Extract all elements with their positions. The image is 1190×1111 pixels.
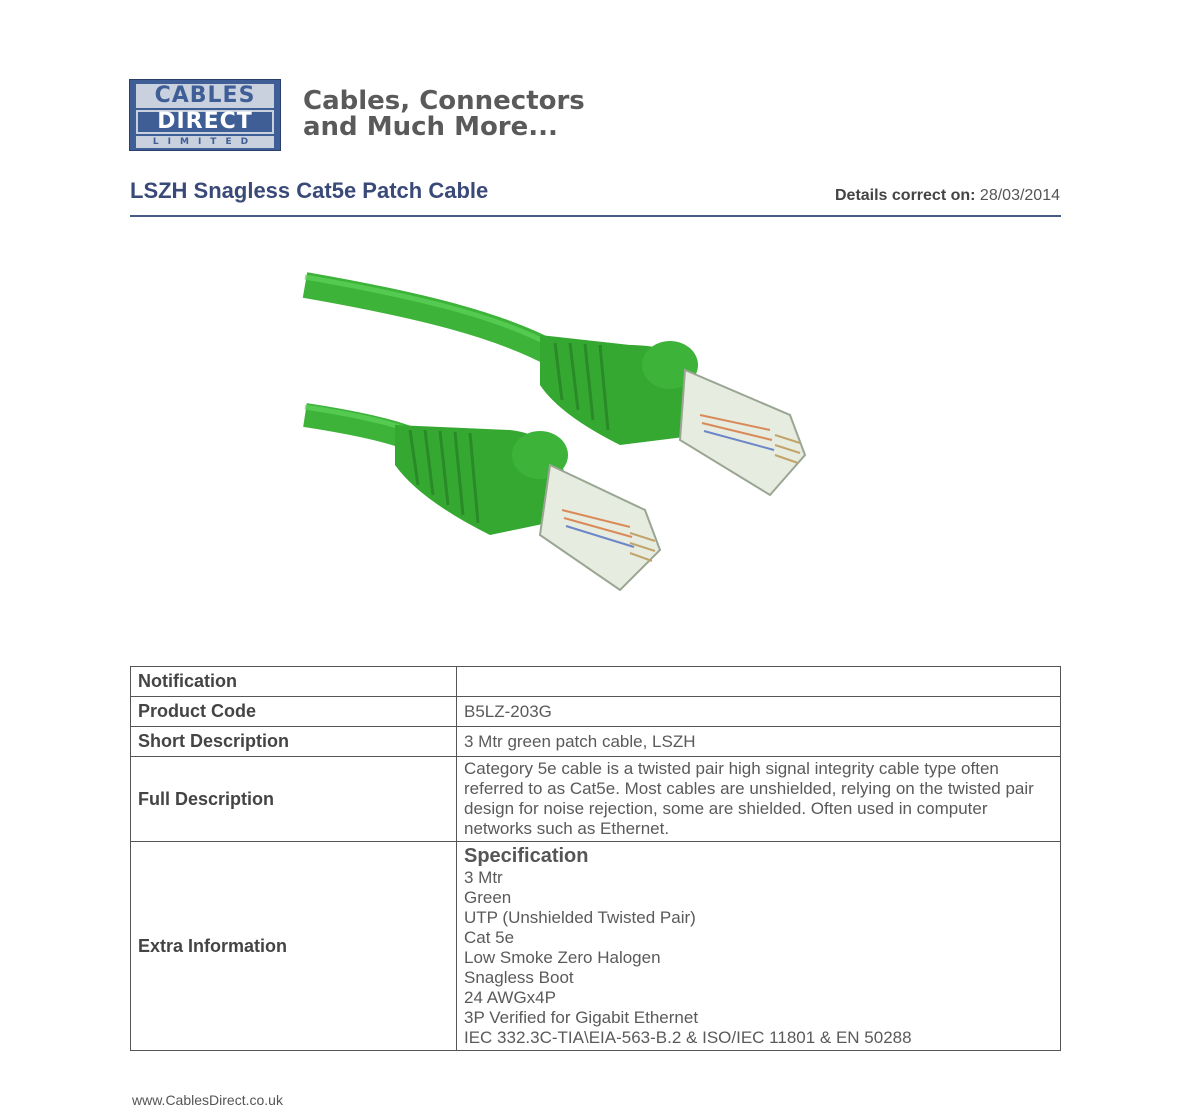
spec-line: IEC 332.3C-TIA\EIA-563-B.2 & ISO/IEC 11801 & EN 50288 bbox=[464, 1028, 912, 1047]
notification-value bbox=[457, 667, 1061, 697]
product-code-label: Product Code bbox=[131, 697, 457, 727]
short-description-label: Short Description bbox=[131, 727, 457, 757]
short-description-value: 3 Mtr green patch cable, LSZH bbox=[457, 727, 1061, 757]
extra-information-value bbox=[457, 842, 1061, 1051]
product-code-value: B5LZ-203G bbox=[457, 697, 1061, 727]
full-description-label: Full Description bbox=[131, 757, 457, 842]
product-details-table bbox=[130, 666, 1061, 1051]
footer-website: www.CablesDirect.co.uk bbox=[132, 1092, 283, 1108]
row-product-code bbox=[131, 697, 1061, 727]
company-logo bbox=[129, 79, 281, 151]
spec-line: 3 Mtr bbox=[464, 868, 503, 887]
extra-information-label: Extra Information bbox=[131, 842, 457, 1051]
product-image bbox=[300, 265, 820, 605]
details-label: Details correct on: bbox=[834, 187, 976, 204]
tagline-line-2: and Much More... bbox=[303, 112, 558, 142]
spec-line: 3P Verified for Gigabit Ethernet bbox=[464, 1008, 699, 1027]
spec-line: Green bbox=[464, 888, 512, 907]
spec-line: Cat 5e bbox=[464, 928, 515, 947]
logo-text-limited: LIMITED bbox=[136, 136, 274, 148]
spec-line: UTP (Unshielded Twisted Pair) bbox=[464, 908, 696, 927]
product-title: LSZH Snagless Cat5e Patch Cable bbox=[130, 178, 489, 203]
tagline-line-1: Cables, Connectors bbox=[303, 86, 585, 116]
row-short-description bbox=[131, 727, 1061, 757]
cable-illustration bbox=[305, 277, 805, 590]
logo-text-cables: CABLES bbox=[136, 84, 274, 108]
spec-line: Low Smoke Zero Halogen bbox=[464, 948, 661, 967]
full-description-value: Category 5e cable is a twisted pair high signal integrity cable type often referred to as Cat5e. Most cables are unshielded, relying on the twisted pair design for noise rejection, some are shielded. Often used in computer networks such as Ethernet. bbox=[457, 757, 1061, 842]
spec-line: Snagless Boot bbox=[464, 968, 574, 987]
logo-text-direct: DIRECT bbox=[136, 110, 274, 134]
details-date-value: 28/03/2014 bbox=[979, 187, 1060, 204]
row-notification bbox=[131, 667, 1061, 697]
row-extra-information bbox=[131, 842, 1061, 1051]
specification-heading: Specification bbox=[464, 845, 589, 867]
title-divider bbox=[130, 215, 1061, 217]
spec-line: 24 AWGx4P bbox=[464, 988, 556, 1007]
details-date bbox=[835, 187, 1060, 205]
row-full-description bbox=[131, 757, 1061, 842]
notification-label: Notification bbox=[131, 667, 457, 697]
tagline bbox=[303, 88, 633, 140]
